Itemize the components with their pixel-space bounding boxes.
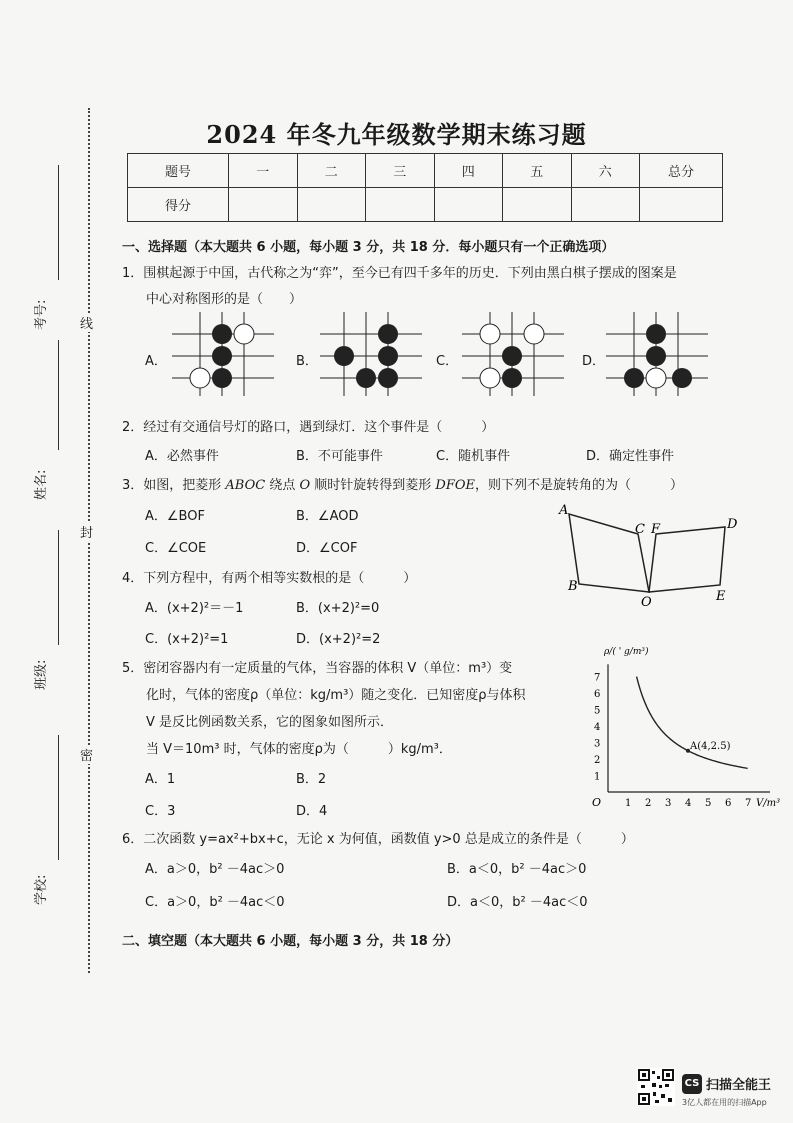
q3-rhombus-figure (555, 500, 745, 610)
scanner-logo-icon: CS (682, 1074, 702, 1094)
score-table-header-row (128, 154, 723, 188)
q6-option-b[interactable]: B．a＜0，b² －4ac＞0 (447, 862, 587, 877)
chart-y-tick-label: 4 (594, 722, 601, 733)
q1-go-pattern-a (172, 312, 274, 396)
chart-series-curve (637, 677, 748, 769)
q5-option-a[interactable]: A．1 (145, 772, 176, 787)
q6-text: 6．二次函数 y=ax²+bx+c，无论 x 为何值，函数值 y>0 总是成立的条件是（ ） (122, 832, 634, 847)
chart-point-label: A(4,2.5) (690, 740, 731, 752)
chart-x-axis-label: V/m³ (756, 798, 781, 809)
chart-x-tick-label: 3 (665, 798, 672, 809)
name-label: 姓名: (34, 469, 49, 500)
figure-label-e: E (716, 589, 726, 604)
figure-label-b: B (568, 579, 578, 594)
score-header-cell: 五 (503, 154, 572, 188)
score-header-cell: 三 (366, 154, 435, 188)
chart-x-tick-label: 6 (725, 798, 732, 809)
figure-label-o: O (641, 595, 652, 610)
section-2-heading: 二、填空题（本大题共 6 小题，每小题 3 分，共 18 分） (122, 934, 459, 949)
school-label: 学校: (34, 874, 49, 905)
rhombus-dfoe (649, 527, 725, 592)
q3-text-part: 顺时针旋转得到菱形 (310, 478, 436, 493)
q1-go-pattern-d (606, 312, 708, 396)
q4-text: 4．下列方程中，有两个相等实数根的是（ ） (122, 571, 417, 586)
score-cell[interactable] (503, 188, 572, 222)
q3-option-b[interactable]: B．∠AOD (296, 509, 359, 524)
score-cell[interactable] (229, 188, 298, 222)
chart-y-tick-label: 7 (594, 672, 601, 684)
class-label: 班级: (34, 659, 49, 690)
scanner-app-name: 扫描全能王 (706, 1078, 772, 1093)
binding-mark-xian: 线 (80, 313, 93, 332)
q5-text-line4: 当 V＝10m³ 时，气体的密度ρ为（ ）kg/m³． (146, 742, 452, 757)
q1-go-pattern-b (320, 312, 422, 396)
q2-option-b[interactable]: B．不可能事件 (296, 449, 383, 464)
q3-text-part: 3．如图，把菱形 (122, 478, 226, 493)
name-field[interactable] (58, 340, 60, 450)
q2-option-d[interactable]: D．确定性事件 (586, 449, 675, 464)
q4-option-d[interactable]: D．(x+2)²=2 (296, 632, 381, 647)
figure-label-c: C (635, 522, 645, 537)
q5-text-line2: 化时，气体的密度ρ（单位：kg/m³）随之变化．已知密度ρ与体积 (146, 688, 526, 703)
q3-text (122, 474, 683, 493)
figure-label-a: A (559, 503, 569, 518)
chart-y-tick-label: 3 (594, 738, 601, 750)
chart-origin-label: O (592, 796, 602, 809)
q1-option-c-label: C． (436, 354, 459, 369)
chart-y-tick-label: 5 (594, 705, 601, 717)
q2-option-a[interactable]: A．必然事件 (145, 449, 219, 464)
score-header-cell: 四 (434, 154, 503, 188)
chart-y-axis-label: ρ/( ' g/m³) (604, 647, 649, 657)
exam-number-label: 考号: (34, 299, 49, 330)
binding-mark-mi: 密 (80, 745, 93, 764)
score-header-cell: 六 (571, 154, 640, 188)
chart-y-tick-label: 1 (594, 771, 601, 783)
q6-option-d[interactable]: D．a＜0，b² －4ac＜0 (447, 895, 588, 910)
score-cell[interactable] (434, 188, 503, 222)
q3-text-part: 绕点 (265, 478, 300, 493)
q3-option-a[interactable]: A．∠BOF (145, 509, 205, 524)
q5-density-chart (578, 642, 788, 820)
scanner-app-tagline: 3亿人都在用的扫描App (682, 1098, 767, 1107)
chart-x-tick-label: 2 (645, 798, 652, 809)
q5-option-c[interactable]: C．3 (145, 804, 176, 819)
score-row-label: 得分 (128, 188, 229, 222)
score-header-cell: 总分 (640, 154, 723, 188)
score-table (127, 153, 723, 222)
score-header-cell: 二 (297, 154, 366, 188)
score-table-score-row (128, 188, 723, 222)
score-cell[interactable] (297, 188, 366, 222)
chart-y-tick-label: 6 (594, 689, 601, 700)
figure-label-f: F (651, 522, 661, 537)
q3-text-part: DFOE (435, 478, 475, 493)
q3-text-part: ，则下列不是旋转角的为（ ） (475, 478, 684, 493)
q5-option-b[interactable]: B．2 (296, 772, 327, 787)
chart-axes (608, 664, 770, 792)
chart-x-tick-label: 1 (625, 798, 632, 809)
chart-x-tick-label: 4 (685, 798, 692, 809)
q1-option-a-label: A． (145, 354, 167, 369)
q2-text: 2．经过有交通信号灯的路口，遇到绿灯．这个事件是（ ） (122, 420, 495, 435)
q4-option-b[interactable]: B．(x+2)²=0 (296, 601, 380, 616)
score-header-cell: 一 (229, 154, 298, 188)
q4-option-a[interactable]: A．(x+2)²＝－1 (145, 601, 244, 616)
q6-option-a[interactable]: A．a＞0，b² －4ac＞0 (145, 862, 285, 877)
q3-text-part: ABOC (225, 478, 266, 493)
figure-label-d: D (727, 517, 738, 532)
qr-code-icon (637, 1068, 675, 1106)
q6-option-c[interactable]: C．a＞0，b² －4ac＜0 (145, 895, 285, 910)
q3-option-d[interactable]: D．∠COF (296, 541, 358, 556)
q1-go-pattern-c (462, 312, 564, 396)
class-field[interactable] (58, 530, 60, 645)
q1-text-line2: 中心对称图形的是（ ） (146, 292, 303, 307)
page-title: 2024 年冬九年级数学期末练习题 (206, 120, 587, 149)
chart-x-tick-label: 5 (705, 798, 712, 809)
q5-option-d[interactable]: D．4 (296, 804, 328, 819)
chart-x-tick-label: 7 (745, 798, 752, 809)
exam-number-field[interactable] (58, 165, 60, 280)
q5-text-line1: 5．密闭容器内有一定质量的气体，当容器的体积 V（单位：m³）变 (122, 661, 513, 676)
binding-mark-feng: 封 (80, 522, 93, 541)
score-cell[interactable] (571, 188, 640, 222)
q1-text-line1: 1．围棋起源于中国，古代称之为“弈”，至今已有四千多年的历史．下列由黑白棋子摆成的图案是 (122, 266, 677, 281)
q5-text-line3: V 是反比例函数关系，它的图象如图所示． (146, 715, 394, 730)
q3-text-part: O (299, 478, 311, 493)
score-cell[interactable] (366, 188, 435, 222)
q1-option-d-label: D． (582, 354, 606, 369)
chart-y-tick-label: 2 (594, 755, 601, 766)
q3-option-c[interactable]: C．∠COE (145, 541, 207, 556)
q2-option-c[interactable]: C．随机事件 (436, 449, 511, 464)
school-field[interactable] (58, 735, 60, 860)
section-1-heading: 一、选择题（本大题共 6 小题，每小题 3 分，共 18 分．每小题只有一个正确选项） (122, 240, 615, 255)
score-header-cell: 题号 (128, 154, 229, 188)
q4-option-c[interactable]: C．(x+2)²=1 (145, 632, 229, 647)
score-cell[interactable] (640, 188, 723, 222)
q1-option-b-label: B． (296, 354, 318, 369)
